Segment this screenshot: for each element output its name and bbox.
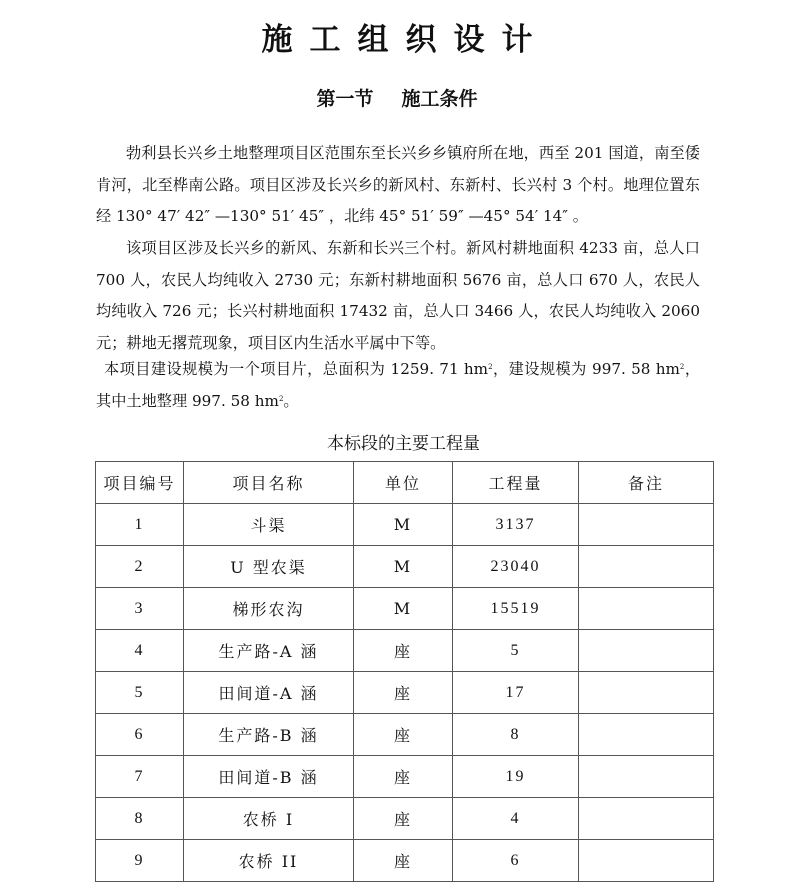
cell-item-number: 2 [96, 546, 184, 588]
scale-text-2: ，建设规模为 997. 58 hm [492, 360, 680, 378]
cell-remarks [579, 840, 714, 882]
cell-remarks [579, 714, 714, 756]
cell-item-number: 9 [96, 840, 184, 882]
scale-text-4: 。 [283, 391, 299, 410]
cell-quantity: 19 [453, 756, 579, 798]
table-row [96, 756, 714, 798]
cell-unit: 座 [354, 756, 453, 798]
cell-item-name: 农桥 I [184, 798, 354, 840]
cell-remarks [579, 504, 714, 546]
quantities-table [95, 461, 714, 882]
table-row [96, 798, 714, 840]
table-row [96, 672, 714, 714]
table-row [96, 630, 714, 672]
cell-unit: 座 [354, 798, 453, 840]
cell-item-number: 6 [96, 714, 184, 756]
table-row [96, 588, 714, 630]
cell-unit: 座 [354, 840, 453, 882]
cell-quantity: 23040 [453, 546, 579, 588]
header-item-name: 项目名称 [184, 462, 354, 504]
table-body [96, 504, 714, 882]
cell-item-name: 生产路-A 涵 [184, 630, 354, 672]
cell-item-name: 农桥 II [184, 840, 354, 882]
table-row [96, 504, 714, 546]
table-caption: 本标段的主要工程量 [327, 434, 480, 454]
section-title: 施工条件 [401, 88, 478, 110]
section-heading [0, 84, 794, 114]
cell-item-number: 8 [96, 798, 184, 840]
cell-remarks [579, 798, 714, 840]
superscript-2: 2 [278, 394, 284, 403]
table-row [96, 714, 714, 756]
document-title: 施工组织设计 [261, 22, 550, 58]
table-row [96, 546, 714, 588]
cell-quantity: 17 [453, 672, 579, 714]
header-item-number: 项目编号 [96, 462, 184, 504]
superscript-2: 2 [488, 363, 493, 371]
scale-text-3: ，其中土地整理 997. 58 hm [96, 360, 701, 410]
cell-item-number: 1 [96, 504, 184, 546]
cell-remarks [579, 588, 714, 630]
superscript-2: 2 [679, 363, 685, 371]
table-header-row [96, 462, 714, 504]
cell-item-name: 梯形农沟 [184, 588, 354, 630]
section-number: 第一节 [316, 88, 374, 110]
cell-quantity: 8 [453, 714, 579, 756]
cell-remarks [579, 630, 714, 672]
cell-item-name: 斗渠 [184, 504, 354, 546]
cell-quantity: 4 [453, 798, 579, 840]
paragraph-villages: 该项目区涉及长兴乡的新风、东新和长兴三个村。新风村耕地面积 4233 亩，总人口 700 人，农民人均纯收入 2730 元；东新村耕地面积 5676 亩，总人口 670 人，农民人均纯收入 726 元；长兴村耕地面积 17432 亩，总人口 3466 人，农民人均纯收入 2060 元；耕地无撂荒现象，项目区内生活水平属中下等。 [96, 239, 700, 352]
cell-remarks [579, 546, 714, 588]
cell-quantity: 6 [453, 840, 579, 882]
cell-unit: 座 [354, 630, 453, 672]
cell-item-number: 5 [96, 672, 184, 714]
cell-unit: M [354, 588, 453, 630]
cell-item-name: 生产路-B 涵 [184, 714, 354, 756]
cell-item-name: 田间道-B 涵 [184, 756, 354, 798]
cell-item-name: 田间道-A 涵 [184, 672, 354, 714]
cell-item-number: 3 [96, 588, 184, 630]
cell-remarks [579, 672, 714, 714]
cell-quantity: 5 [453, 630, 579, 672]
cell-item-name: U 型农渠 [184, 546, 354, 588]
scale-text-1: 本项目建设规模为一个项目片，总面积为 1259. 71 hm [104, 360, 489, 378]
cell-quantity: 15519 [453, 588, 579, 630]
cell-unit: M [354, 504, 453, 546]
header-remarks: 备注 [579, 462, 714, 504]
table-row [96, 840, 714, 882]
cell-remarks [579, 756, 714, 798]
cell-unit: M [354, 546, 453, 588]
cell-quantity: 3137 [453, 504, 579, 546]
cell-item-number: 4 [96, 630, 184, 672]
cell-unit: 座 [354, 672, 453, 714]
cell-item-number: 7 [96, 756, 184, 798]
cell-unit: 座 [354, 714, 453, 756]
paragraph-location: 勃利县长兴乡土地整理项目区范围东至长兴乡乡镇府所在地，西至 201 国道，南至倭肯河，北至桦南公路。项目区涉及长兴乡的新风村、东新村、长兴村 3 个村。地理位置东经 130° 47′ 42″ —130° 51′ 45″ ，北纬 45° 51′ 59″ —45° 54′ 14″ 。 [96, 144, 700, 225]
header-unit: 单位 [354, 462, 453, 504]
header-quantity: 工程量 [453, 462, 579, 504]
paragraph-scale [96, 354, 700, 417]
